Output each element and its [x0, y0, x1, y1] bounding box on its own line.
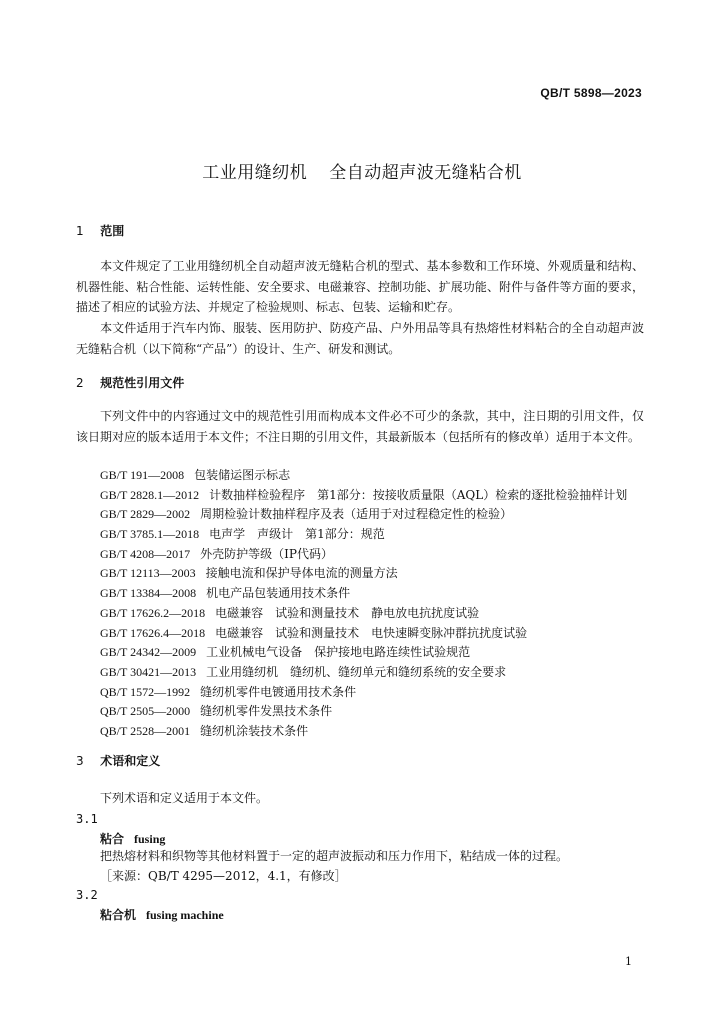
term-definition: [100, 846, 644, 886]
reference-item: [100, 525, 627, 545]
reference-title: 电磁兼容 试验和测量技术 电快速瞬变脉冲群抗扰度试验: [215, 625, 528, 640]
reference-item: [100, 722, 627, 742]
reference-title: 接触电流和保护导体电流的测量方法: [205, 566, 398, 581]
reference-code: GB/T 13384—2008: [100, 586, 197, 601]
reference-code: QB/T 2528—2001: [100, 723, 191, 738]
reference-title: 缝纫机零件电镀通用技术条件: [200, 684, 357, 699]
reference-code: GB/T 24342—2009: [100, 645, 197, 660]
term-name-en: fusing: [134, 832, 166, 846]
reference-item: [100, 466, 627, 486]
reference-item: [100, 604, 627, 624]
term-definition-text: 把热熔材料和织物等其他材料置于一定的超声波振动和压力作用下，粘结成一体的过程。: [100, 849, 569, 863]
page-number: 1: [625, 955, 632, 968]
section-number: 2: [76, 376, 84, 390]
reference-item: [100, 564, 627, 584]
term-name: [100, 906, 224, 923]
term-number: 3.1: [76, 812, 98, 826]
term-name-en: fusing machine: [146, 908, 224, 922]
reference-title: 机电产品包装通用技术条件: [206, 586, 351, 601]
reference-item: [100, 702, 627, 722]
reference-title: 周期检验计数抽样程序及表（适用于对过程稳定性的检验）: [200, 507, 513, 522]
reference-code: QB/T 1572—1992: [100, 684, 191, 699]
term-source: ［来源：QB/T 4295—2012，4.1，有修改］: [100, 869, 347, 883]
reference-item: [100, 643, 627, 663]
reference-item: [100, 663, 627, 683]
section-3-heading: [76, 752, 160, 769]
reference-item: [100, 486, 627, 506]
term-name-cn: 粘合: [100, 832, 125, 846]
section-title: 规范性引用文件: [100, 376, 185, 390]
reference-item: [100, 545, 627, 565]
section-number: 3: [76, 754, 84, 768]
terms-intro-text: 下列术语和定义适用于本文件。: [100, 791, 269, 805]
scope-text-2: 本文件适用于汽车内饰、服装、医用防护、防疫产品、户外用品等具有热熔性材料粘合的全自动超声波无缝粘合机（以下简称“产品”）的设计、生产、研发和测试。: [76, 321, 644, 356]
scope-text-1: 本文件规定了工业用缝纫机全自动超声波无缝粘合机的型式、基本参数和工作环境、外观质量和结构、机器性能、粘合性能、运转性能、安全要求、电磁兼容、控制功能、扩展功能、附件与备件等方面的要求，描述了相应的试验方法、并规定了检验规则、标志、包装、运输和贮存。: [76, 259, 644, 314]
section-2-heading: [76, 374, 184, 391]
reference-item: [100, 505, 627, 525]
normative-references-list: [100, 466, 627, 742]
term-name: [100, 830, 165, 847]
reference-code: GB/T 17626.2—2018: [100, 605, 206, 620]
reference-code: GB/T 4208—2017: [100, 546, 191, 561]
section-1-heading: [76, 222, 124, 239]
reference-title: 工业用缝纫机 缝纫机、缝纫单元和缝纫系统的安全要求: [206, 664, 507, 679]
reference-code: GB/T 3785.1—2018: [100, 527, 200, 542]
section-number: 1: [76, 224, 84, 238]
reference-item: [100, 683, 627, 703]
term-number: 3.2: [76, 888, 98, 902]
references-intro: [76, 406, 644, 447]
reference-item: [100, 584, 627, 604]
reference-code: GB/T 12113—2003: [100, 566, 196, 581]
reference-title: 计数抽样检验程序 第1部分：按接收质量限（AQL）检索的逐批检验抽样计划: [209, 487, 628, 502]
reference-code: GB/T 17626.4—2018: [100, 625, 206, 640]
reference-title: 缝纫机涂装技术条件: [200, 723, 309, 738]
terms-intro: [76, 788, 644, 809]
reference-title: 包装储运图示标志: [194, 468, 291, 482]
references-intro-text: 下列文件中的内容通过文中的规范性引用而构成本文件必不可少的条款，其中，注日期的引用文件，仅该日期对应的版本适用于本文件；不注日期的引用文件，其最新版本（包括所有的修改单）适用于本文件。: [76, 409, 644, 444]
title-part-1: 工业用缝纫机: [202, 163, 308, 183]
scope-paragraph-2: [76, 318, 644, 359]
standard-code: QB/T 5898—2023: [540, 86, 642, 100]
reference-title: 工业机械电气设备 保护接地电路连续性试验规范: [206, 645, 471, 660]
term-name-cn: 粘合机: [100, 908, 137, 922]
title-part-2: 全自动超声波无缝粘合机: [329, 163, 522, 183]
reference-code: GB/T 30421—2013: [100, 664, 197, 679]
reference-title: 缝纫机零件发黑技术条件: [200, 704, 333, 719]
reference-code: GB/T 191—2008: [100, 468, 185, 482]
reference-code: GB/T 2829—2002: [100, 507, 191, 522]
reference-code: QB/T 2505—2000: [100, 704, 191, 719]
section-title: 术语和定义: [100, 754, 161, 768]
scope-paragraph-1: [76, 256, 644, 318]
reference-item: [100, 624, 627, 644]
reference-code: GB/T 2828.1—2012: [100, 487, 200, 502]
section-title: 范围: [100, 224, 125, 238]
reference-title: 电声学 声级计 第1部分：规范: [209, 527, 385, 542]
document-title: [0, 158, 724, 183]
reference-title: 电磁兼容 试验和测量技术 静电放电抗扰度试验: [215, 605, 480, 620]
reference-title: 外壳防护等级（IP代码）: [200, 546, 333, 561]
